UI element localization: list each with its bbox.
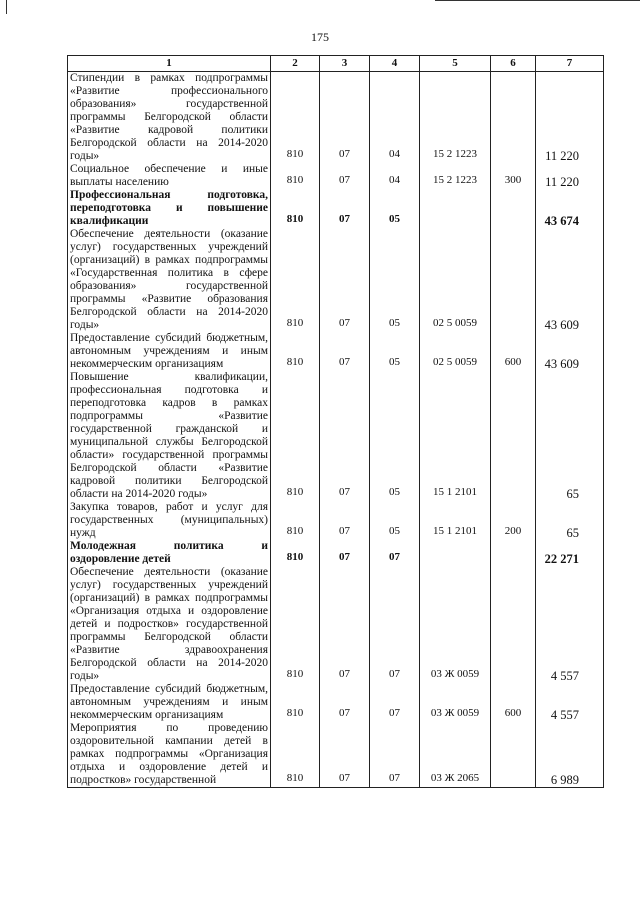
cell-col4: 07 xyxy=(370,683,420,722)
header-cell: 3 xyxy=(320,56,370,72)
cell-col6 xyxy=(491,72,536,164)
cell-col3: 07 xyxy=(320,228,370,332)
cell-col3: 07 xyxy=(320,683,370,722)
cell-col2: 810 xyxy=(271,540,320,566)
cell-col7: 43 609 xyxy=(536,228,604,332)
row-name: Молодежная политика и оздоровление детей xyxy=(68,540,271,566)
cell-col6 xyxy=(491,228,536,332)
header-cell: 4 xyxy=(370,56,420,72)
cell-col6: 600 xyxy=(491,332,536,371)
cell-col7: 22 271 xyxy=(536,540,604,566)
cell-col6 xyxy=(491,566,536,683)
header-cell: 6 xyxy=(491,56,536,72)
cell-col3: 07 xyxy=(320,189,370,228)
page-number: 175 xyxy=(311,30,329,44)
cell-col5: 02 5 0059 xyxy=(420,228,491,332)
cell-col7: 4 557 xyxy=(536,683,604,722)
cell-col5: 15 1 2101 xyxy=(420,371,491,501)
cell-col4: 05 xyxy=(370,228,420,332)
cell-col5: 03 Ж 2065 xyxy=(420,722,491,788)
budget-table xyxy=(67,55,604,788)
table-row xyxy=(68,228,604,332)
header-cell: 1 xyxy=(68,56,271,72)
page-edge-mark xyxy=(6,0,7,14)
cell-col6: 600 xyxy=(491,683,536,722)
cell-col6 xyxy=(491,189,536,228)
row-name: Повышение квалификации, профессиональная подготовка и переподготовка кадров в рамках подпрограммы «Развитие государственной гражданской и муниципальной службы Белгородской области» государственной программы Белгородской области «Развитие кадровой политики Белгородской области на 2014-2020 годы» xyxy=(68,371,271,501)
cell-col7: 43 674 xyxy=(536,189,604,228)
cell-col2: 810 xyxy=(271,371,320,501)
cell-col7: 65 xyxy=(536,371,604,501)
row-name: Стипендии в рамках подпрограммы «Развитие профессионального образования» государственной программы Белгородской области «Развитие кадровой политики Белгородской области на 2014-2020 годы» xyxy=(68,72,271,164)
cell-col5: 03 Ж 0059 xyxy=(420,566,491,683)
cell-col4: 05 xyxy=(370,371,420,501)
table-row xyxy=(68,501,604,540)
cell-col5: 02 5 0059 xyxy=(420,332,491,371)
cell-col2: 810 xyxy=(271,189,320,228)
cell-col2: 810 xyxy=(271,683,320,722)
cell-col5 xyxy=(420,540,491,566)
table-row xyxy=(68,683,604,722)
cell-col3: 07 xyxy=(320,501,370,540)
cell-col7: 4 557 xyxy=(536,566,604,683)
row-name: Профессиональная подготовка, переподготовка и повышение квалификации xyxy=(68,189,271,228)
top-rule xyxy=(435,0,640,1)
cell-col4: 04 xyxy=(370,72,420,164)
cell-col3: 07 xyxy=(320,540,370,566)
header-cell: 7 xyxy=(536,56,604,72)
cell-col7: 65 xyxy=(536,501,604,540)
cell-col4: 05 xyxy=(370,332,420,371)
cell-col6 xyxy=(491,722,536,788)
cell-col2: 810 xyxy=(271,72,320,164)
row-name: Социальное обеспечение и иные выплаты населению xyxy=(68,163,271,189)
cell-col7: 11 220 xyxy=(536,163,604,189)
cell-col6: 300 xyxy=(491,163,536,189)
cell-col3: 07 xyxy=(320,371,370,501)
cell-col3: 07 xyxy=(320,722,370,788)
cell-col5 xyxy=(420,189,491,228)
table-row xyxy=(68,722,604,788)
row-name: Закупка товаров, работ и услуг для государственных (муниципальных) нужд xyxy=(68,501,271,540)
cell-col5: 15 2 1223 xyxy=(420,163,491,189)
cell-col3: 07 xyxy=(320,332,370,371)
cell-col2: 810 xyxy=(271,501,320,540)
cell-col4: 07 xyxy=(370,540,420,566)
cell-col2: 810 xyxy=(271,332,320,371)
table-row xyxy=(68,371,604,501)
cell-col7: 11 220 xyxy=(536,72,604,164)
table-row xyxy=(68,163,604,189)
table-row xyxy=(68,566,604,683)
cell-col4: 05 xyxy=(370,501,420,540)
cell-col4: 05 xyxy=(370,189,420,228)
cell-col4: 07 xyxy=(370,722,420,788)
cell-col7: 43 609 xyxy=(536,332,604,371)
cell-col2: 810 xyxy=(271,163,320,189)
cell-col4: 07 xyxy=(370,566,420,683)
cell-col7: 6 989 xyxy=(536,722,604,788)
cell-col2: 810 xyxy=(271,228,320,332)
cell-col6 xyxy=(491,371,536,501)
row-name: Предоставление субсидий бюджетным, автономным учреждениям и иным некоммерческим организациям xyxy=(68,683,271,722)
cell-col6: 200 xyxy=(491,501,536,540)
cell-col5: 15 2 1223 xyxy=(420,72,491,164)
row-name: Обеспечение деятельности (оказание услуг) государственных учреждений (организаций) в рамках подпрограммы «Государственная политика в сфере образования» государственной программы «Развитие образования Белгородской области на 2014-2020 годы» xyxy=(68,228,271,332)
table-row xyxy=(68,332,604,371)
row-name: Мероприятия по проведению оздоровительной кампании детей в рамках подпрограммы «Организация отдыха и оздоровление детей и подростков» государственной xyxy=(68,722,271,788)
row-name: Предоставление субсидий бюджетным, автономным учреждениям и иным некоммерческим организациям xyxy=(68,332,271,371)
cell-col3: 07 xyxy=(320,566,370,683)
table-row xyxy=(68,72,604,164)
table-row xyxy=(68,540,604,566)
cell-col5: 03 Ж 0059 xyxy=(420,683,491,722)
header-row xyxy=(68,56,604,72)
row-name: Обеспечение деятельности (оказание услуг) государственных учреждений (организаций) в рамках подпрограммы «Организация отдыха и оздоровление детей и подростков» государственной программы Белгородской области «Развитие здравоохранения Белгородской области на 2014-2020 годы» xyxy=(68,566,271,683)
cell-col5: 15 1 2101 xyxy=(420,501,491,540)
table-row xyxy=(68,189,604,228)
table-body xyxy=(68,72,604,788)
cell-col2: 810 xyxy=(271,566,320,683)
cell-col2: 810 xyxy=(271,722,320,788)
cell-col3: 07 xyxy=(320,72,370,164)
cell-col3: 07 xyxy=(320,163,370,189)
header-cell: 2 xyxy=(271,56,320,72)
cell-col4: 04 xyxy=(370,163,420,189)
header-cell: 5 xyxy=(420,56,491,72)
cell-col6 xyxy=(491,540,536,566)
